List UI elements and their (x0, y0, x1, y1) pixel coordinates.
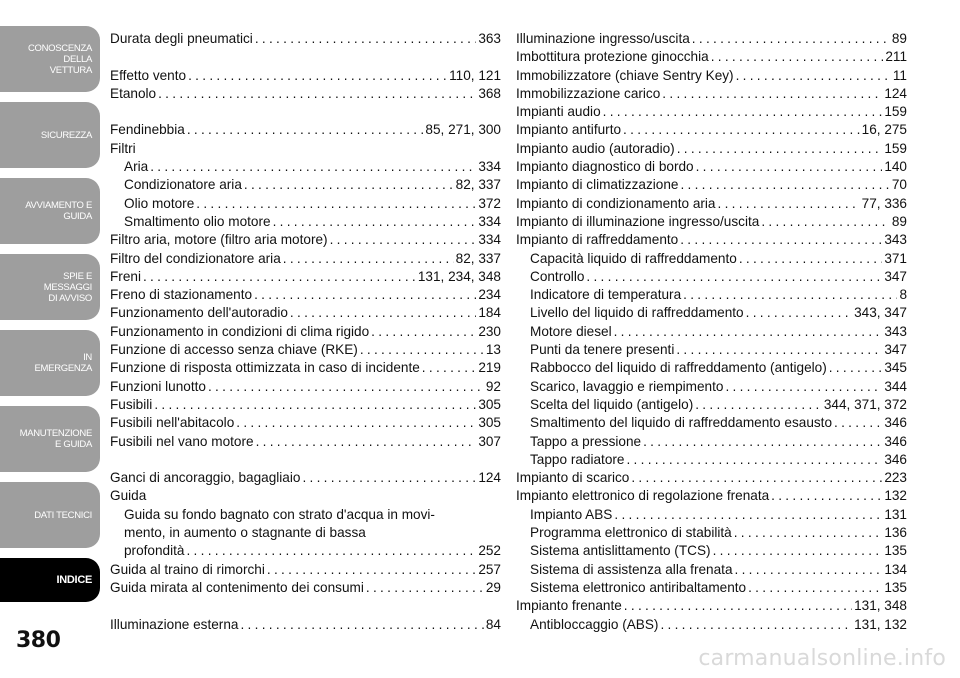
leader-dots (692, 30, 890, 48)
entry-term: Condizionatore aria (124, 177, 242, 193)
leader-dots (240, 616, 483, 634)
leader-dots (734, 524, 883, 542)
entry-term: Programma elettronico di stabilità (530, 525, 732, 541)
entry-pages[interactable]: 230 (478, 323, 501, 339)
entry-term: Impianto audio (autoradio) (516, 140, 675, 156)
leader-dots (696, 158, 883, 176)
tab-label: MANUTENZIONE E GUIDA (19, 428, 92, 450)
entry-pages[interactable]: 82, 337 (455, 177, 501, 193)
index-entry[interactable] (110, 561, 501, 579)
index-entry[interactable] (110, 414, 501, 432)
leader-dots (273, 213, 477, 231)
index-column-left (110, 30, 501, 634)
index-entry[interactable] (110, 286, 501, 304)
leader-dots (680, 176, 889, 194)
entry-term: Fusibili nell'abitacolo (110, 415, 235, 431)
entry-pages[interactable]: 372 (478, 195, 501, 211)
entry-term: Imbottitura protezione ginocchia (516, 49, 709, 65)
leader-dots (302, 469, 476, 487)
leader-dots (761, 213, 890, 231)
entry-term: Impianto antifurto (516, 122, 622, 138)
entry-term: Illuminazione esterna (110, 616, 239, 632)
index-subentry[interactable] (516, 378, 907, 396)
index-entry[interactable] (110, 85, 501, 103)
entry-term: Fendinebbia (110, 122, 185, 138)
index-entry[interactable] (110, 359, 501, 377)
entry-pages[interactable]: 135 (884, 543, 907, 559)
leader-dots (196, 195, 476, 213)
leader-dots (158, 85, 476, 103)
entry-pages[interactable]: 343 (884, 232, 907, 248)
entry-pages[interactable]: 371 (884, 250, 907, 266)
index-entry[interactable] (516, 195, 907, 213)
entry-term: Controllo (530, 268, 585, 284)
entry-term: profondità (124, 543, 185, 559)
entry-pages[interactable]: 135 (884, 579, 907, 595)
entry-term: Motore diesel (530, 323, 612, 339)
entry-term: Aria (124, 159, 149, 175)
entry-term: Smaltimento del liquido di raffreddamento esausto (530, 415, 833, 431)
entry-pages[interactable]: 346 (884, 451, 907, 467)
index-entry[interactable] (110, 396, 501, 414)
tab-sicurezza[interactable] (0, 102, 100, 168)
leader-dots (662, 85, 882, 103)
leader-dots (739, 250, 883, 268)
leader-dots (677, 140, 883, 158)
entry-pages[interactable]: 343, 347 (854, 305, 907, 321)
entry-pages[interactable]: 89 (891, 31, 907, 46)
index-heading: Guida (110, 488, 147, 504)
entry-term: Impianto diagnostico di bordo (516, 159, 694, 175)
entry-pages[interactable]: 131 (884, 506, 907, 522)
entry-pages[interactable]: 343 (884, 323, 907, 339)
leader-dots (187, 121, 424, 139)
index-entry[interactable] (110, 250, 501, 268)
index-subentry[interactable] (516, 433, 907, 451)
tab-spie-e-messaggi[interactable] (0, 254, 100, 320)
leader-dots (680, 231, 882, 249)
entry-pages[interactable]: 344, 371, 372 (823, 396, 907, 412)
entry-pages[interactable]: 89 (891, 213, 907, 229)
leader-dots (643, 433, 882, 451)
entry-pages[interactable]: 345 (884, 360, 907, 376)
entry-pages[interactable]: 347 (884, 268, 907, 284)
entry-term: Funzione di accesso senza chiave (RKE) (110, 342, 358, 358)
entry-pages[interactable]: 29 (485, 579, 501, 595)
entry-pages[interactable]: 234 (478, 287, 501, 303)
entry-term: Filtro aria, motore (filtro aria motore) (110, 232, 328, 248)
section-sidebar (0, 0, 104, 678)
leader-dots (829, 359, 883, 377)
entry-pages[interactable]: 110, 121 (449, 67, 501, 83)
entry-pages[interactable]: 368 (478, 85, 501, 101)
entry-pages[interactable]: 84 (485, 616, 501, 632)
entry-pages[interactable]: 131, 348 (854, 598, 907, 614)
entry-pages[interactable]: 346 (884, 433, 907, 449)
index-subentry[interactable] (110, 213, 501, 231)
index-entry[interactable] (110, 30, 501, 48)
leader-dots (834, 414, 882, 432)
index-entry[interactable] (110, 469, 501, 487)
leader-dots (188, 67, 447, 85)
leader-dots (371, 323, 476, 341)
entry-term: Guida mirata al contenimento dei consumi (110, 579, 364, 595)
entry-term: Smaltimento olio motore (124, 213, 271, 229)
entry-pages[interactable]: 16, 275 (861, 122, 907, 138)
index-entry[interactable] (110, 268, 501, 286)
entry-pages[interactable]: 11 (892, 67, 907, 83)
leader-dots (713, 542, 883, 560)
index-entry[interactable] (110, 616, 501, 634)
entry-term: Freno di stazionamento (110, 287, 253, 303)
index-subentry[interactable] (516, 268, 907, 286)
entry-term: Ganci di ancoraggio, bagagliaio (110, 470, 301, 486)
entry-term: Antibloccaggio (ABS) (530, 616, 659, 632)
leader-dots (254, 286, 476, 304)
index-subentry[interactable] (110, 176, 501, 194)
entry-term: Illuminazione ingresso/uscita (516, 31, 690, 46)
entry-term: Olio motore (124, 195, 195, 211)
index-entry[interactable] (516, 469, 907, 487)
index-subentry[interactable] (516, 341, 907, 359)
entry-term: Immobilizzatore (chiave Sentry Key) (516, 67, 734, 83)
entry-term: Impianto frenante (516, 598, 622, 614)
index-entry[interactable] (516, 121, 907, 139)
entry-term: Impianto di climatizzazione (516, 177, 679, 193)
entry-pages[interactable]: 132 (884, 488, 907, 504)
entry-pages[interactable]: 140 (884, 159, 907, 175)
leader-dots (748, 579, 882, 597)
spacer (110, 597, 501, 615)
index-entry[interactable] (516, 176, 907, 194)
leader-dots (208, 378, 484, 396)
entry-term: Scarico, lavaggio e riempimento (530, 378, 724, 394)
leader-dots (676, 341, 882, 359)
leader-dots (746, 304, 852, 322)
entry-term: Fusibili nel vano motore (110, 433, 254, 449)
entry-term: Fusibili (110, 396, 153, 412)
tab-label: DATI TECNICI (34, 509, 92, 521)
entry-pages[interactable]: 77, 336 (861, 195, 907, 211)
index-subentry[interactable] (516, 304, 907, 322)
entry-term: Sistema elettronico antiribaltamento (530, 579, 747, 595)
index-subentry[interactable] (516, 616, 907, 634)
entry-term: Tappo a pressione (530, 433, 642, 449)
index-subentry[interactable] (516, 506, 907, 524)
index-subentry[interactable] (516, 451, 907, 469)
entry-pages[interactable]: 159 (884, 140, 907, 156)
leader-dots (695, 396, 822, 414)
entry-pages[interactable]: 82, 337 (455, 250, 501, 266)
entry-pages[interactable]: 131, 132 (854, 616, 907, 632)
entry-pages[interactable]: 136 (884, 525, 907, 541)
index-subentry[interactable] (110, 542, 501, 560)
entry-pages[interactable]: 347 (884, 342, 907, 358)
entry-term: Indicatore di temperatura (530, 287, 682, 303)
entry-pages[interactable]: 85, 271, 300 (425, 122, 501, 138)
index-entry[interactable] (110, 341, 501, 359)
index-subentry[interactable] (516, 323, 907, 341)
index-subentry[interactable] (110, 158, 501, 176)
entry-pages[interactable]: 70 (891, 177, 907, 193)
index-entry[interactable] (516, 85, 907, 103)
entry-term: Etanolo (110, 85, 157, 101)
index-subentry[interactable] (516, 359, 907, 377)
leader-dots (586, 268, 882, 286)
tab-label: AVVIAMENTO E GUIDA (25, 200, 92, 222)
leader-dots (143, 268, 416, 286)
tab-dati-tecnici[interactable] (0, 482, 100, 548)
entry-term: Impianto di raffreddamento (516, 232, 679, 248)
entry-term: Sistema di assistenza alla frenata (530, 561, 733, 577)
entry-term: Livello del liquido di raffreddamento (530, 305, 744, 321)
index-entry[interactable] (516, 30, 907, 48)
leader-dots (614, 506, 882, 524)
leader-dots (711, 48, 884, 66)
leader-dots (614, 323, 883, 341)
entry-pages[interactable]: 346 (884, 415, 907, 431)
entry-pages[interactable]: 13 (485, 342, 501, 358)
leader-dots (186, 542, 476, 560)
entry-term: Rabbocco del liquido di raffreddamento (antigelo) (530, 360, 827, 376)
entry-pages[interactable]: 305 (478, 415, 501, 431)
index-entry[interactable] (110, 433, 501, 451)
index-entry[interactable] (110, 323, 501, 341)
index-entry[interactable] (516, 213, 907, 231)
entry-pages[interactable]: 159 (884, 104, 907, 120)
entry-term: Impianto di illuminazione ingresso/uscita (516, 213, 760, 229)
entry-pages[interactable]: 307 (478, 433, 501, 449)
entry-pages[interactable]: 211 (885, 49, 907, 65)
entry-pages[interactable]: 124 (478, 470, 501, 486)
index-entry[interactable] (110, 304, 501, 322)
entry-pages[interactable]: 257 (478, 561, 501, 577)
index-column-right (516, 30, 907, 634)
index-entry[interactable] (110, 378, 501, 396)
entry-term: Impianto ABS (530, 506, 613, 522)
entry-term: Filtro del condizionatore aria (110, 250, 281, 266)
tab-label: IN EMERGENZA (34, 352, 92, 374)
entry-pages[interactable]: 334 (478, 232, 501, 248)
index-entry[interactable] (516, 67, 907, 85)
tab-label: INDICE (56, 573, 92, 586)
leader-dots (283, 250, 454, 268)
index-entry[interactable] (516, 48, 907, 66)
leader-dots (267, 561, 476, 579)
leader-dots (771, 487, 882, 505)
entry-term: Freni (110, 268, 141, 284)
index-subentry[interactable] (516, 579, 907, 597)
entry-pages[interactable]: 92 (485, 378, 501, 394)
tab-label: SPIE E MESSAGGI DI AVVISO (43, 270, 92, 304)
index-subentry[interactable] (516, 396, 907, 414)
spacer (110, 48, 501, 66)
index-entry[interactable] (110, 579, 501, 597)
entry-term: Immobilizzazione carico (516, 85, 661, 101)
leader-dots (244, 176, 454, 194)
entry-term: Effetto vento (110, 67, 187, 83)
leader-dots (736, 67, 891, 85)
spacer (110, 451, 501, 469)
spacer (110, 103, 501, 121)
leader-dots (718, 195, 860, 213)
entry-term: Sistema antislittamento (TCS) (530, 543, 711, 559)
index-entry[interactable] (516, 103, 907, 121)
entry-pages[interactable]: 134 (884, 561, 907, 577)
leader-dots (735, 561, 883, 579)
leader-dots (603, 103, 883, 121)
entry-term: Funzione di risposta ottimizzata in caso di incidente (110, 360, 420, 376)
leader-dots (256, 433, 477, 451)
leader-dots (626, 451, 882, 469)
entry-pages[interactable]: 184 (478, 305, 501, 321)
tab-avviamento-e-guida[interactable] (0, 178, 100, 244)
leader-dots (624, 597, 852, 615)
index-entry[interactable] (110, 67, 501, 85)
leader-dots (725, 378, 882, 396)
entry-term: Durata degli pneumatici (110, 31, 253, 46)
index-entry-continuation: Guida su fondo bagnato con strato d'acqua in movi- (124, 506, 435, 522)
entry-term: Funzioni lunotto (110, 378, 206, 394)
entry-pages[interactable]: 8 (899, 287, 907, 303)
entry-term: Impianto di scarico (516, 470, 630, 486)
leader-dots (660, 616, 852, 634)
leader-dots (366, 579, 484, 597)
entry-term: Funzionamento dell'autoradio (110, 305, 288, 321)
entry-pages[interactable]: 363 (478, 31, 501, 46)
entry-pages[interactable]: 334 (478, 213, 501, 229)
tab-in-emergenza[interactable] (0, 330, 100, 396)
index-entry[interactable] (516, 597, 907, 615)
entry-pages[interactable]: 219 (478, 360, 501, 376)
index-entry[interactable] (110, 231, 501, 249)
page-number: 380 (16, 628, 61, 653)
entry-pages[interactable]: 344 (884, 378, 907, 394)
leader-dots (290, 304, 476, 322)
leader-dots (330, 231, 477, 249)
leader-dots (631, 469, 882, 487)
entry-term: Impianto elettronico di regolazione frenata (516, 488, 770, 504)
entry-pages[interactable]: 252 (478, 543, 501, 559)
index-entry[interactable] (516, 140, 907, 158)
entry-pages[interactable]: 305 (478, 396, 501, 412)
index-heading: Filtri (110, 140, 136, 156)
index-subentry[interactable] (516, 524, 907, 542)
tab-conoscenza-della-vettura[interactable] (0, 26, 100, 92)
entry-term: Capacità liquido di raffreddamento (530, 250, 737, 266)
leader-dots (422, 359, 477, 377)
leader-dots (623, 121, 860, 139)
tab-label: CONOSCENZA DELLA VETTURA (27, 42, 92, 76)
tab-label: SICUREZZA (40, 129, 92, 141)
index-entry[interactable] (516, 158, 907, 176)
index-entry-continuation: mento, in aumento o stagnante di bassa (124, 525, 366, 541)
entry-pages[interactable]: 334 (478, 159, 501, 175)
entry-pages[interactable]: 124 (884, 85, 907, 101)
index-entry[interactable] (110, 121, 501, 139)
entry-term: Punti da tenere presenti (530, 342, 675, 358)
entry-pages[interactable]: 131, 234, 348 (417, 268, 501, 284)
index-subentry[interactable] (516, 561, 907, 579)
watermark: carmanualsonline.info (698, 646, 946, 671)
entry-term: Guida al traino di rimorchi (110, 561, 265, 577)
index-subentry[interactable] (516, 542, 907, 560)
index-entry[interactable] (516, 231, 907, 249)
index-subentry[interactable] (516, 286, 907, 304)
leader-dots (150, 158, 476, 176)
tab-manutenzione-e-guida[interactable] (0, 406, 100, 472)
index-subentry[interactable] (110, 195, 501, 213)
entry-term: Impianti audio (516, 104, 601, 120)
index-subentry[interactable] (516, 250, 907, 268)
entry-term: Impianto di condizionamento aria (516, 195, 716, 211)
entry-term: Tappo radiatore (530, 451, 625, 467)
entry-pages[interactable]: 223 (884, 470, 907, 486)
tab-indice[interactable] (0, 558, 100, 602)
index-subentry[interactable] (516, 414, 907, 432)
leader-dots (154, 396, 476, 414)
entry-term: Scelta del liquido (antigelo) (530, 396, 694, 412)
index-entry[interactable] (516, 487, 907, 505)
leader-dots (360, 341, 484, 359)
leader-dots (683, 286, 897, 304)
entry-term: Funzionamento in condizioni di clima rigido (110, 323, 370, 339)
leader-dots (236, 414, 476, 432)
leader-dots (255, 30, 476, 48)
